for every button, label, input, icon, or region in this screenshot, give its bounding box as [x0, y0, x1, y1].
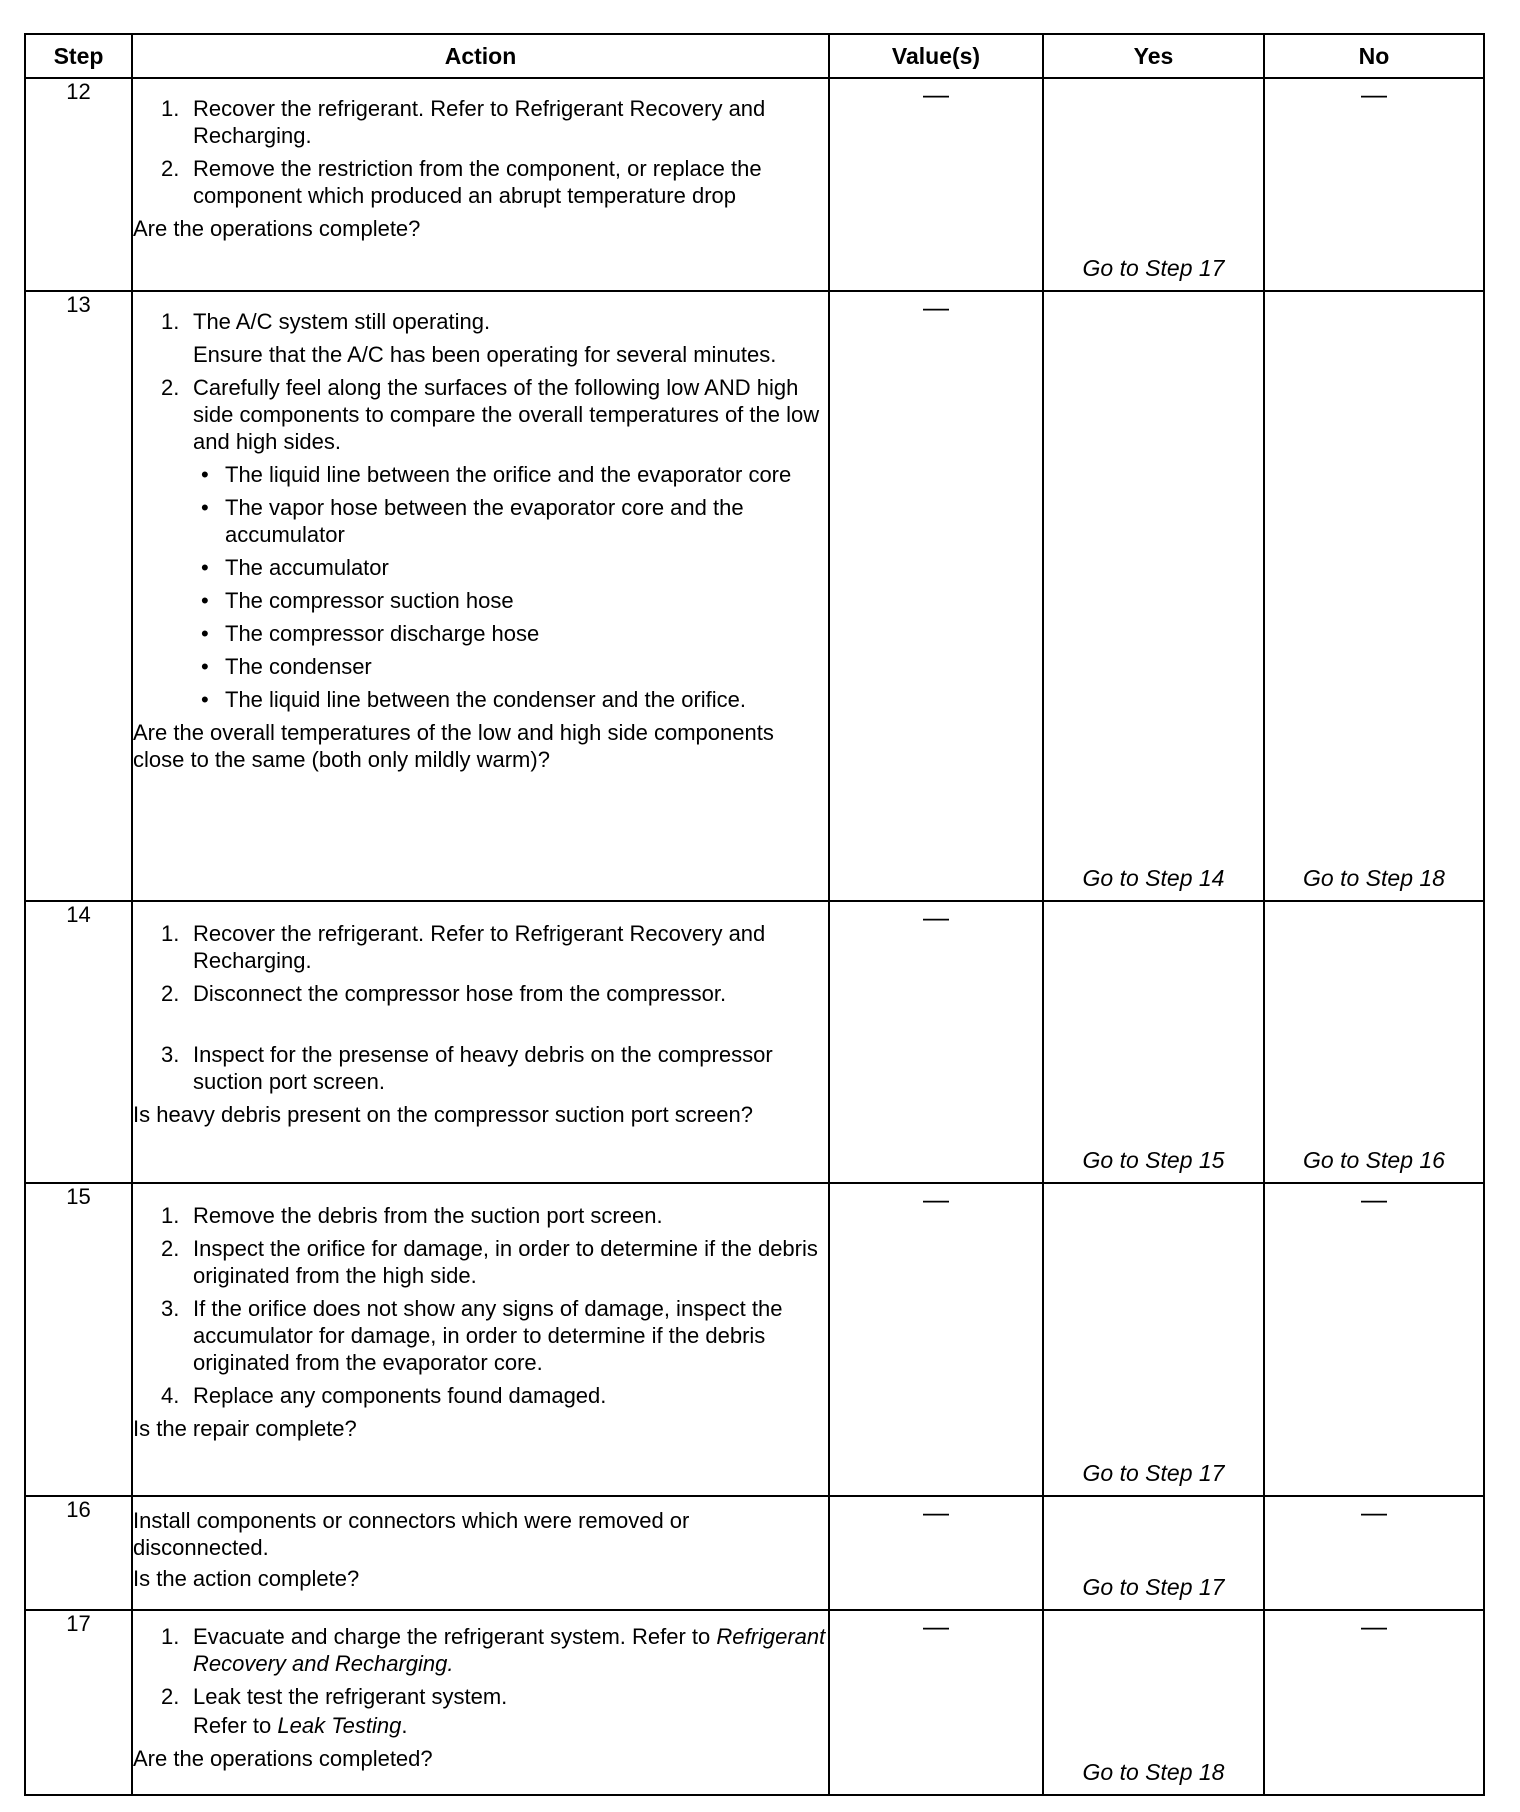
yes-cell — [1043, 1610, 1264, 1795]
question: Are the overall temperatures of the low and high side components close to the same (both only mildly warm)? — [133, 720, 774, 772]
table-row — [25, 1496, 1484, 1610]
list-item: 3. If the orifice does not show any signs of damage, inspect the accumulator for damage, in order to determine if the debris originated from the evaporator core. — [161, 1296, 783, 1375]
no-cell — [1264, 1610, 1484, 1795]
value-cell: — — [829, 1183, 1043, 1496]
no-link: Go to Step 16 — [1303, 1147, 1445, 1173]
bullet-item: • The liquid line between the orifice and the evaporator core — [201, 462, 792, 487]
list-item: 4. Replace any components found damaged. — [161, 1383, 607, 1408]
question: Is heavy debris present on the compressor suction port screen? — [133, 1102, 753, 1127]
list-item: 1. Recover the refrigerant. Refer to Refrigerant Recovery and Recharging. — [161, 96, 766, 148]
table-row — [25, 78, 1484, 291]
reference-link: Leak Testing — [277, 1713, 402, 1738]
value-cell: — — [829, 1496, 1043, 1610]
header-action: Action — [132, 34, 829, 78]
action-cell — [132, 1610, 829, 1795]
no-value: — — [1361, 1497, 1387, 1527]
step-number: 17 — [25, 1610, 132, 1795]
bullet-item: • The condenser — [201, 654, 372, 679]
no-cell: — — [1264, 78, 1484, 291]
list-item: 1. Evacuate and charge the refrigerant system. Refer to Refrigerant Recovery and Recharging. — [161, 1624, 826, 1676]
no-value: — — [1361, 1184, 1387, 1214]
note: Refer to Leak Testing. — [193, 1713, 408, 1738]
table-row — [25, 901, 1484, 1183]
yes-cell — [1043, 1496, 1264, 1610]
action-cell — [132, 78, 829, 291]
question: Is the action complete? — [133, 1566, 360, 1591]
list-item: 1. The A/C system still operating. — [161, 309, 491, 334]
value-cell: — — [829, 901, 1043, 1183]
yes-link: Go to Step 14 — [1082, 865, 1225, 891]
list-item: 2. Disconnect the compressor hose from the compressor. — [161, 981, 727, 1006]
list-item: 2. Carefully feel along the surfaces of the following low AND high side components to compare the overall temperatures of the low and high sides. — [161, 375, 820, 454]
list-item: 2. Inspect the orifice for damage, in order to determine if the debris originated from the high side. — [161, 1236, 818, 1288]
list-item: 3. Inspect for the presense of heavy debris on the compressor suction port screen. — [161, 1042, 773, 1094]
header-step: Step — [25, 34, 132, 78]
yes-cell — [1043, 291, 1264, 901]
header-row — [25, 34, 1484, 78]
header-yes: Yes — [1043, 34, 1264, 78]
action-cell — [132, 291, 829, 901]
bullet-item: • The compressor discharge hose — [201, 621, 540, 646]
action-cell — [132, 901, 829, 1183]
yes-cell — [1043, 901, 1264, 1183]
list-item: 2. Remove the restriction from the component, or replace the component which produced an abrupt temperature drop — [161, 156, 762, 208]
table-row — [25, 291, 1484, 901]
no-link: Go to Step 18 — [1303, 865, 1445, 891]
reference-link: Refrigerant Recovery and Recharging. — [193, 1624, 826, 1676]
value-cell: — — [829, 78, 1043, 291]
diagnostic-table — [24, 33, 1485, 1796]
yes-link: Go to Step 15 — [1082, 1147, 1225, 1173]
header-values: Value(s) — [829, 34, 1043, 78]
step-number: 15 — [25, 1183, 132, 1496]
note: Ensure that the A/C has been operating for several minutes. — [193, 342, 777, 367]
bullet-item: • The compressor suction hose — [201, 588, 514, 613]
question: Are the operations completed? — [133, 1746, 433, 1771]
action-cell — [132, 1496, 829, 1610]
value-cell: — — [829, 291, 1043, 901]
yes-link: Go to Step 18 — [1082, 1759, 1225, 1785]
yes-cell — [1043, 1183, 1264, 1496]
list-item: 1. Recover the refrigerant. Refer to Refrigerant Recovery and Recharging. — [161, 921, 766, 973]
table-row — [25, 1183, 1484, 1496]
table-row — [25, 1610, 1484, 1795]
no-cell — [1264, 1183, 1484, 1496]
yes-link: Go to Step 17 — [1082, 255, 1225, 281]
yes-link: Go to Step 17 — [1082, 1574, 1225, 1600]
bullet-item: • The liquid line between the condenser and the orifice. — [201, 687, 747, 712]
list-item: 2. Leak test the refrigerant system. — [161, 1684, 508, 1709]
step-number: 14 — [25, 901, 132, 1183]
no-value: — — [1361, 1611, 1387, 1641]
bullet-item: • The accumulator — [201, 555, 389, 580]
question: Is the repair complete? — [133, 1416, 357, 1441]
question: Are the operations complete? — [133, 216, 421, 241]
step-number: 16 — [25, 1496, 132, 1610]
list-item: 1. Remove the debris from the suction port screen. — [161, 1203, 663, 1228]
step-number: 13 — [25, 291, 132, 901]
value-cell: — — [829, 1610, 1043, 1795]
instruction-text: Install components or connectors which were removed or disconnected. — [133, 1508, 690, 1560]
yes-cell — [1043, 78, 1264, 291]
step-number: 12 — [25, 78, 132, 291]
action-cell — [132, 1183, 829, 1496]
no-cell — [1264, 291, 1484, 901]
header-no: No — [1264, 34, 1484, 78]
bullet-item: • The vapor hose between the evaporator core and the accumulator — [201, 495, 744, 547]
no-cell — [1264, 901, 1484, 1183]
no-cell — [1264, 1496, 1484, 1610]
yes-link: Go to Step 17 — [1082, 1460, 1225, 1486]
